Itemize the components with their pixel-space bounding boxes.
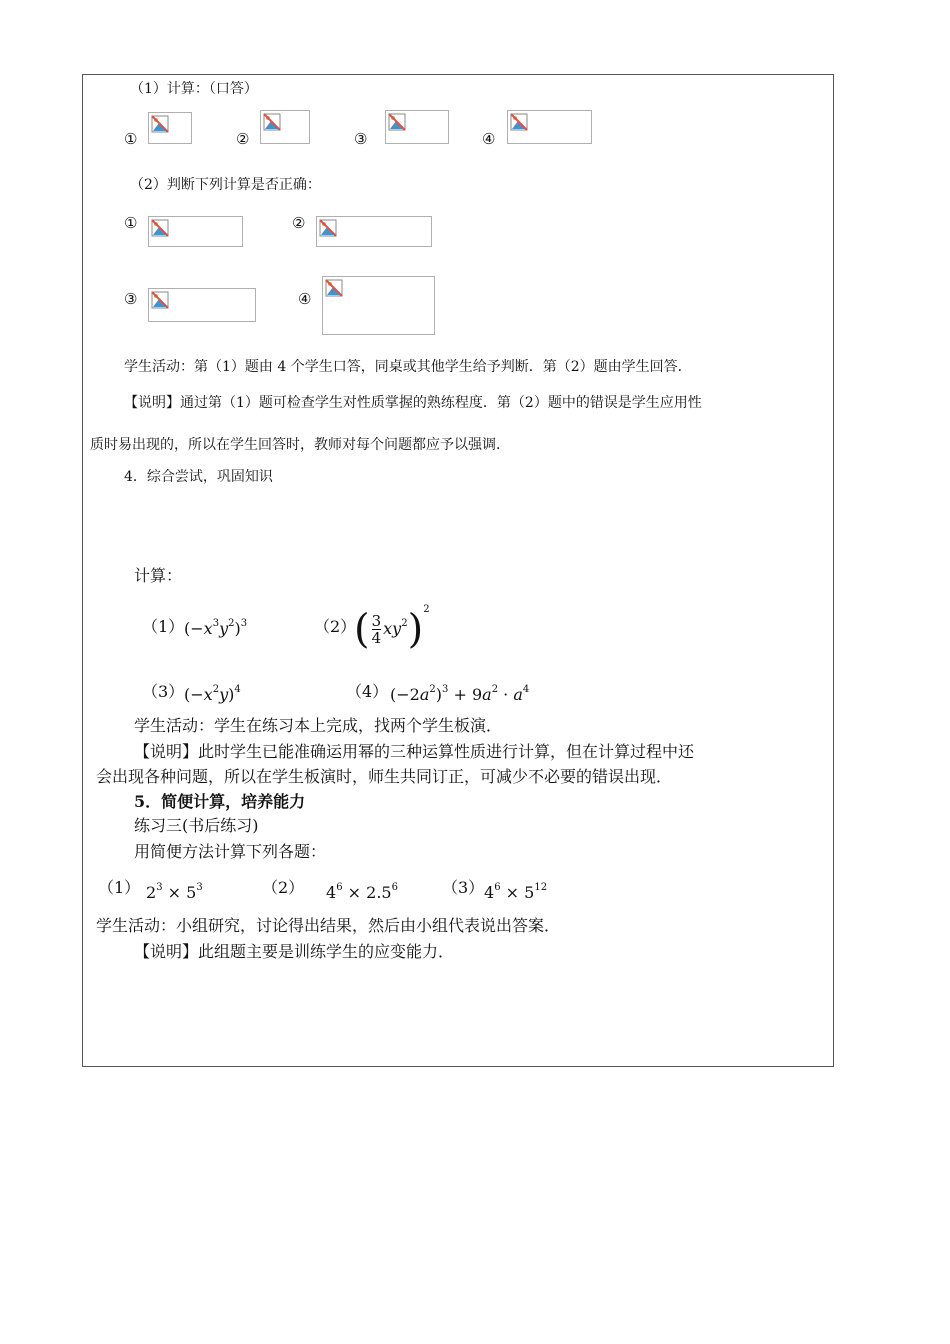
- section3-activity: 学生活动：第（1）题由 4 个学生口答，同桌或其他学生给予判断．第（2）题由学生回答．: [124, 359, 692, 375]
- section5-exercise: 练习三(书后练习): [134, 816, 259, 835]
- calc-3-label: （3）: [142, 682, 185, 701]
- simplify-1-expression: $2^3 \times 5^3$: [146, 882, 203, 902]
- q1-item-1-label: ①: [124, 130, 138, 148]
- section5-activity: 学生活动：小组研究，讨论得出结果，然后由小组代表说出答案．: [96, 916, 561, 935]
- section4-note-line1: 【说明】此时学生已能准确运用幂的三种运算性质进行计算，但在计算过程中还: [134, 742, 695, 761]
- broken-image-icon: [316, 216, 432, 247]
- section3-note-line1: 【说明】通过第（1）题可检查学生对性质掌握的熟练程度．第（2）题中的错误是学生应用性: [124, 395, 702, 411]
- calc-label: 计算：: [134, 566, 183, 585]
- calc-3-expression: $(-x^2y)^4$: [184, 684, 241, 704]
- simplify-3-expression: $4^6 \times 5^{12}$: [484, 882, 548, 902]
- calc-1-expression: $(-x^3y^2)^3$: [184, 618, 248, 638]
- q2-item-2-label: ②: [292, 214, 306, 232]
- broken-image-icon: [260, 110, 310, 144]
- q2-item-3-label: ③: [124, 290, 138, 308]
- q2-heading: （2）判断下列计算是否正确：: [130, 177, 321, 193]
- broken-image-icon: [507, 110, 592, 144]
- section3-note-line2: 质时易出现的，所以在学生回答时，教师对每个问题都应予以强调．: [90, 437, 510, 453]
- q1-item-4-label: ④: [482, 130, 496, 148]
- broken-image-icon: [385, 110, 449, 144]
- section5-heading: 5．简便计算，培养能力: [134, 792, 306, 811]
- simplify-2-expression: $4^6 \times 2.5^6$: [326, 882, 398, 902]
- q1-item-2-label: ②: [236, 130, 250, 148]
- q2-item-1-label: ①: [124, 214, 138, 232]
- q1-heading: （1）计算：（口答）: [130, 81, 258, 97]
- section4-activity: 学生活动：学生在练习本上完成，找两个学生板演．: [134, 716, 503, 735]
- section4-note-line2: 会出现各种问题，所以在学生板演时，师生共同订正，可减少不必要的错误出现．: [96, 767, 673, 786]
- broken-image-icon: [148, 112, 192, 144]
- section4-heading: 4．综合尝试，巩固知识: [124, 469, 273, 485]
- simplify-1-label: （1）: [98, 878, 141, 897]
- calc-2-label: （2）: [314, 617, 357, 636]
- section5-note: 【说明】此组题主要是训练学生的应变能力．: [134, 942, 455, 961]
- calc-1-label: （1）: [142, 617, 185, 636]
- broken-image-icon: [148, 216, 243, 247]
- calc-4-expression: $(-2a^2)^3 + 9a^2 \cdot a^4$: [390, 684, 530, 704]
- broken-image-icon: [322, 276, 435, 335]
- calc-4-label: （4）: [346, 682, 389, 701]
- simplify-3-label: （3）: [442, 878, 485, 897]
- section5-instruction: 用简便方法计算下列各题：: [134, 842, 327, 861]
- q1-item-3-label: ③: [354, 130, 368, 148]
- calc-2-expression: ( $\frac{3}{4}$ $xy^2)^2$: [354, 604, 430, 653]
- simplify-2-label: （2）: [262, 878, 305, 897]
- q2-item-4-label: ④: [298, 290, 312, 308]
- broken-image-icon: [148, 288, 256, 322]
